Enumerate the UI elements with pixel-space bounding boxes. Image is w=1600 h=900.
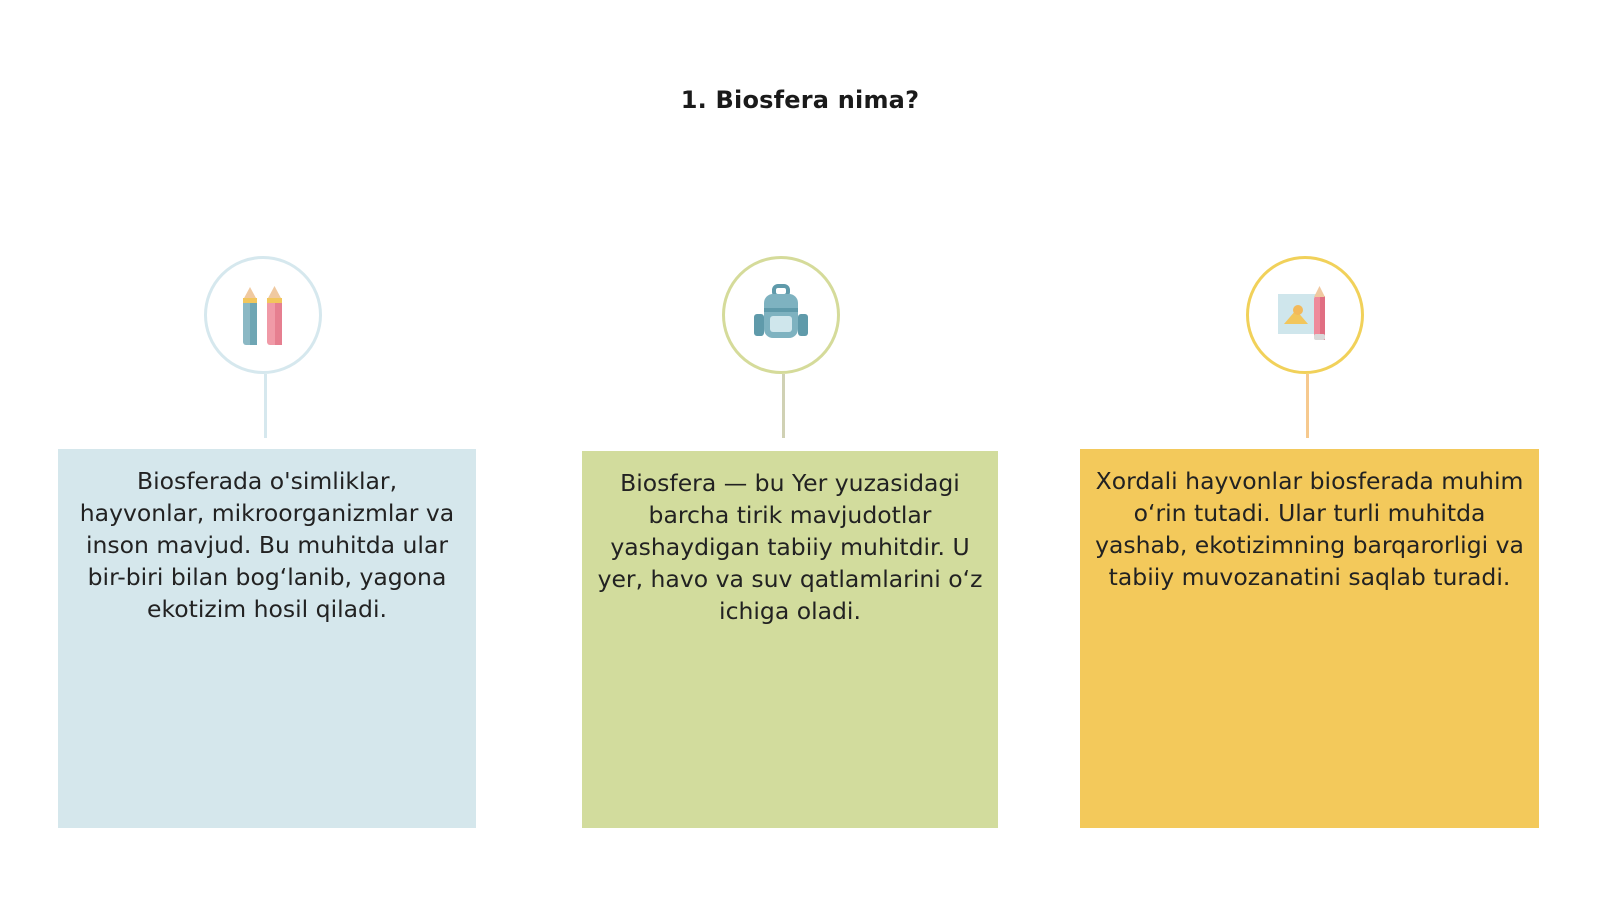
backpack-icon bbox=[750, 284, 812, 346]
info-card-3-text: Xordali hayvonlar biosferada muhim o‘rin tutadi. Ular turli muhitda yashab, ekotizimning barqarorligi va tabiiy muvozanatini saqlab turadi. bbox=[1095, 467, 1524, 591]
connector-1 bbox=[264, 374, 267, 438]
info-card-2-text: Biosfera — bu Yer yuzasidagi barcha tirik mavjudotlar yashaydigan tabiiy muhitdir. U yer, havo va suv qatlamlarini o‘z ichiga oladi. bbox=[597, 469, 983, 625]
connector-3 bbox=[1306, 374, 1309, 438]
info-card-3 bbox=[1080, 449, 1539, 828]
pencils-icon bbox=[237, 283, 289, 347]
connector-2 bbox=[782, 374, 785, 438]
icon-circle-1 bbox=[204, 256, 322, 374]
info-card-1 bbox=[58, 449, 476, 828]
slide-title: 1. Biosfera nima? bbox=[680, 86, 920, 114]
icon-circle-2 bbox=[722, 256, 840, 374]
info-card-1-text: Biosferada o'simliklar, hayvonlar, mikroorganizmlar va inson mavjud. Bu muhitda ular bir-biri bilan bog‘lanib, yagona ekotizim hosil qiladi. bbox=[79, 467, 455, 623]
icon-circle-3 bbox=[1246, 256, 1364, 374]
drawing-board-icon bbox=[1274, 284, 1336, 346]
info-card-2 bbox=[582, 451, 998, 828]
